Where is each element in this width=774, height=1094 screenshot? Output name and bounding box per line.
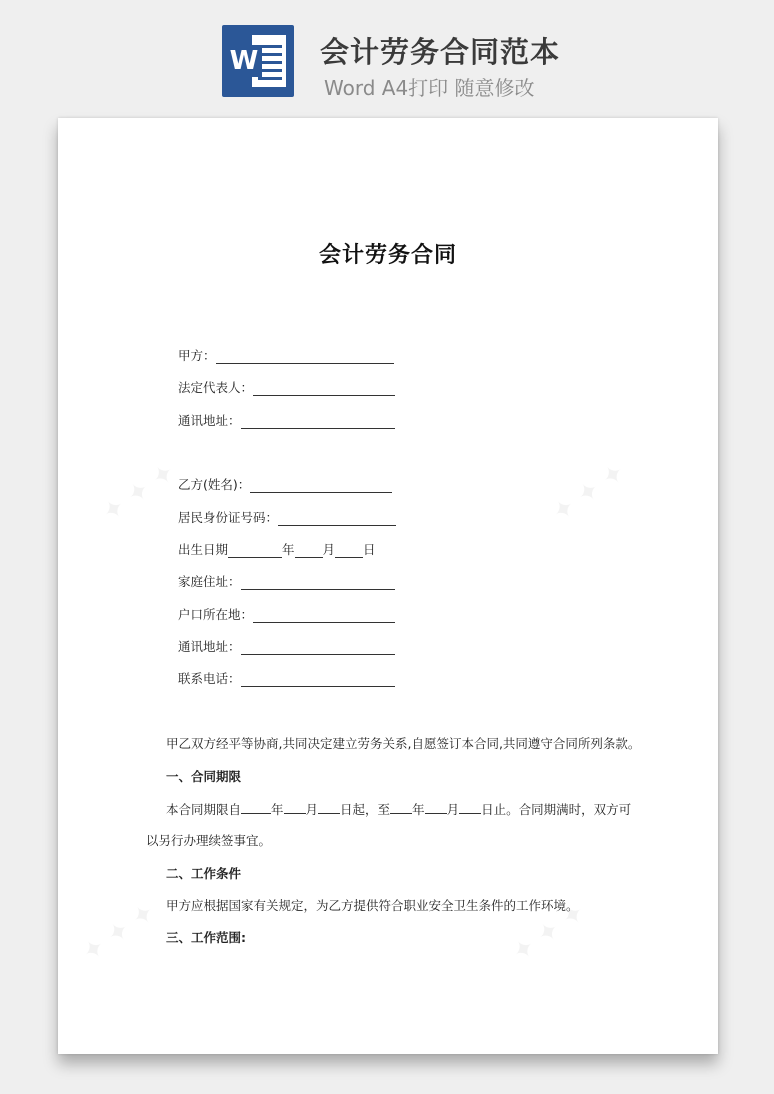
party-b-id-label: 居民身份证号码： [178, 510, 279, 525]
party-a-name-blank[interactable] [216, 347, 394, 364]
term-end-month-blank[interactable] [425, 799, 447, 814]
banner-subtitle: Word A4打印 随意修改 [324, 76, 535, 100]
party-b-address-field [178, 635, 395, 655]
banner-header [0, 0, 774, 110]
section2-paragraph: 甲方应根据国家有关规定，为乙方提供符合职业安全卫生条件的工作环境。 [166, 898, 579, 913]
party-b-phone-field [178, 667, 395, 687]
party-b-home-field [178, 570, 395, 590]
watermark [97, 457, 181, 529]
birth-day-blank[interactable] [335, 541, 363, 558]
party-a-rep-field [178, 376, 395, 396]
banner-title: 会计劳务合同范本 [320, 35, 561, 69]
section1-month2: 月 [446, 802, 460, 817]
birth-year-label: 年 [282, 542, 295, 557]
term-end-day-blank[interactable] [459, 799, 481, 814]
section1-month: 月 [305, 802, 319, 817]
party-a-address-field [178, 409, 395, 429]
party-b-address-blank[interactable] [241, 638, 395, 655]
party-a-name-field [178, 344, 394, 364]
section3-heading: 三、工作范围: [166, 930, 246, 945]
party-b-hukou-field [178, 603, 395, 623]
party-b-birth-label: 出生日期 [178, 542, 229, 557]
party-b-name-label: 乙方(姓名)： [178, 477, 251, 492]
party-b-id-blank[interactable] [278, 509, 396, 526]
section1-paragraph [166, 799, 631, 818]
party-a-address-label: 通讯地址： [178, 413, 241, 428]
watermark [77, 897, 161, 969]
birth-month-blank[interactable] [295, 541, 323, 558]
section1-year: 年 [271, 802, 284, 817]
party-b-hukou-blank[interactable] [253, 606, 395, 623]
birth-day-label: 日 [363, 542, 376, 557]
section1-day-to: 日止。合同期满时，双方可 [481, 802, 632, 817]
party-b-phone-label: 联系电话： [178, 671, 241, 686]
term-end-year-blank[interactable] [390, 799, 412, 814]
document-page [58, 118, 718, 1054]
party-a-rep-label: 法定代表人： [178, 380, 254, 395]
party-b-name-blank[interactable] [250, 476, 392, 493]
party-b-birth-field [178, 538, 376, 558]
intro-paragraph: 甲乙双方经平等协商,共同决定建立劳务关系,自愿签订本合同,共同遵守合同所列条款。 [166, 736, 641, 751]
term-start-month-blank[interactable] [284, 799, 306, 814]
section1-day-from: 日起，至 [340, 802, 391, 817]
party-b-home-label: 家庭住址： [178, 574, 241, 589]
party-b-phone-blank[interactable] [241, 670, 395, 687]
section1-year2: 年 [412, 802, 425, 817]
section1-heading: 一、合同期限 [166, 769, 242, 784]
birth-year-blank[interactable] [228, 541, 282, 558]
document-title: 会计劳务合同 [318, 243, 457, 268]
term-start-year-blank[interactable] [241, 799, 271, 814]
birth-month-label: 月 [322, 542, 336, 557]
party-b-address-label: 通讯地址： [178, 639, 241, 654]
party-b-name-field [178, 473, 392, 493]
party-b-id-field [178, 506, 396, 526]
section1-paragraph-cont: 以另行办理续签事宜。 [146, 833, 272, 848]
party-a-rep-blank[interactable] [253, 379, 395, 396]
party-a-address-blank[interactable] [241, 412, 395, 429]
term-start-day-blank[interactable] [318, 799, 340, 814]
word-icon [222, 25, 294, 97]
party-b-hukou-label: 户口所在地： [178, 607, 254, 622]
word-icon-letter: W [226, 45, 262, 77]
section1-text-a: 本合同期限自 [166, 802, 242, 817]
party-b-home-blank[interactable] [241, 573, 395, 590]
section2-heading: 二、工作条件 [166, 866, 242, 881]
party-a-name-label: 甲方： [178, 348, 216, 363]
watermark [547, 457, 631, 529]
